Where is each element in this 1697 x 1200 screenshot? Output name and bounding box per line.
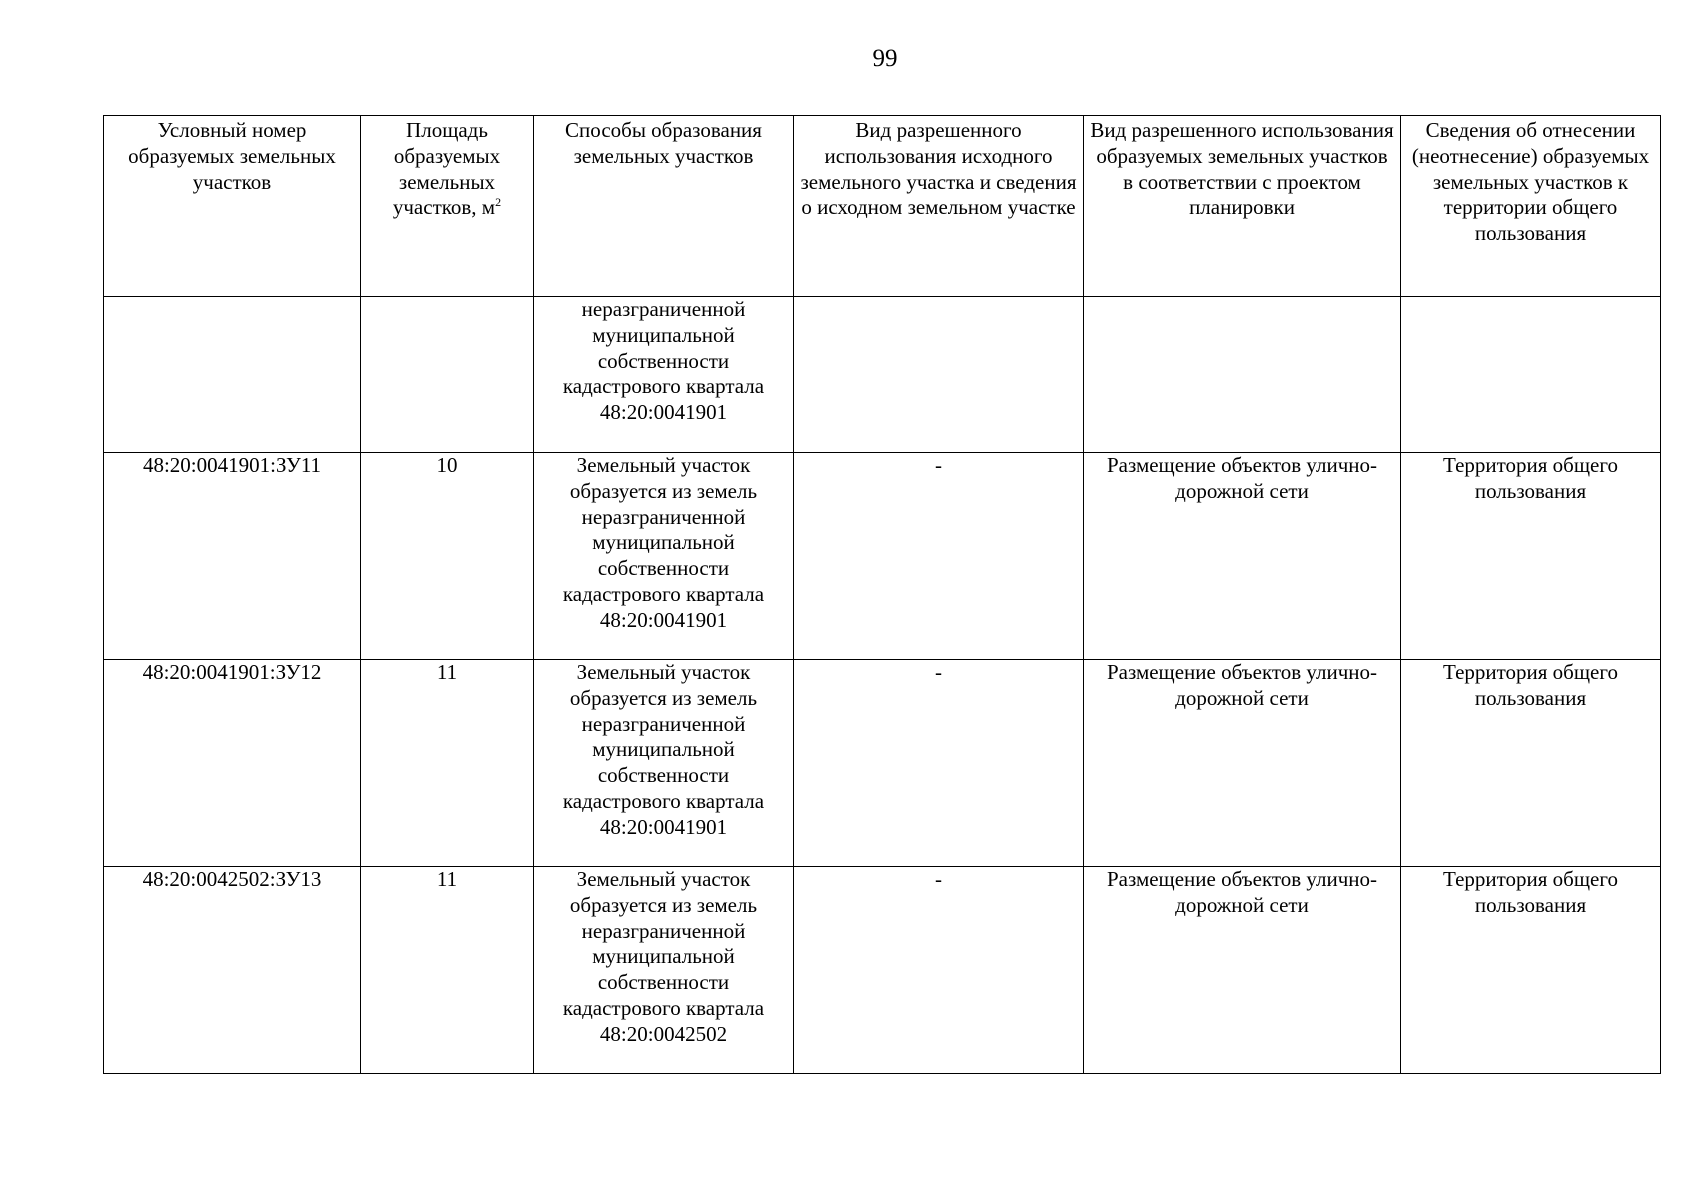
header-formation-method: Способы образования земельных участков bbox=[534, 116, 794, 297]
header-plot-area bbox=[361, 116, 534, 297]
land-plots-table bbox=[103, 115, 1661, 1074]
cell-planned-use bbox=[1084, 297, 1401, 453]
area-unit-superscript: 2 bbox=[495, 195, 502, 210]
cell-public-territory: Территория общего пользования bbox=[1401, 453, 1661, 660]
table-row bbox=[104, 867, 1661, 1074]
cell-public-territory bbox=[1401, 297, 1661, 453]
cell-formation-method: Земельный участок образуется из земель неразграниченной муниципальной собственности кадастрового квартала 48:20:0042502 bbox=[534, 867, 794, 1074]
cell-plot-area: 10 bbox=[361, 453, 534, 660]
header-public-territory: Сведения об отнесении (неотнесение) образуемых земельных участков к территории общего пользования bbox=[1401, 116, 1661, 297]
cell-planned-use: Размещение объектов улично-дорожной сети bbox=[1084, 867, 1401, 1074]
header-plot-number: Условный номер образуемых земельных участков bbox=[104, 116, 361, 297]
cell-plot-area: 11 bbox=[361, 867, 534, 1074]
table-row-continued bbox=[104, 297, 1661, 453]
header-plot-area-text: Площадь образуемых земельных участков, м bbox=[392, 118, 501, 220]
cell-plot-area: 11 bbox=[361, 660, 534, 867]
cell-original-use: - bbox=[794, 660, 1084, 867]
cell-formation-method: Земельный участок образуется из земель неразграниченной муниципальной собственности кадастрового квартала 48:20:0041901 bbox=[534, 453, 794, 660]
table-row bbox=[104, 453, 1661, 660]
cell-formation-method: неразграниченной муниципальной собственности кадастрового квартала 48:20:0041901 bbox=[534, 297, 794, 453]
cell-formation-method: Земельный участок образуется из земель неразграниченной муниципальной собственности кадастрового квартала 48:20:0041901 bbox=[534, 660, 794, 867]
cell-original-use bbox=[794, 297, 1084, 453]
cell-plot-number: 48:20:0041901:ЗУ11 bbox=[104, 453, 361, 660]
table-header-row bbox=[104, 116, 1661, 297]
page-number: 99 bbox=[872, 45, 898, 72]
cell-original-use: - bbox=[794, 453, 1084, 660]
cell-original-use: - bbox=[794, 867, 1084, 1074]
table-row bbox=[104, 660, 1661, 867]
cell-plot-number: 48:20:0042502:ЗУ13 bbox=[104, 867, 361, 1074]
header-planned-use: Вид разрешенного использования образуемых земельных участков в соответствии с проектом планировки bbox=[1084, 116, 1401, 297]
cell-planned-use: Размещение объектов улично-дорожной сети bbox=[1084, 453, 1401, 660]
cell-plot-area bbox=[361, 297, 534, 453]
header-original-use: Вид разрешенного использования исходного земельного участка и сведения о исходном земельном участке bbox=[794, 116, 1084, 297]
cell-plot-number bbox=[104, 297, 361, 453]
cell-planned-use: Размещение объектов улично-дорожной сети bbox=[1084, 660, 1401, 867]
cell-public-territory: Территория общего пользования bbox=[1401, 867, 1661, 1074]
cell-public-territory: Территория общего пользования bbox=[1401, 660, 1661, 867]
cell-plot-number: 48:20:0041901:ЗУ12 bbox=[104, 660, 361, 867]
